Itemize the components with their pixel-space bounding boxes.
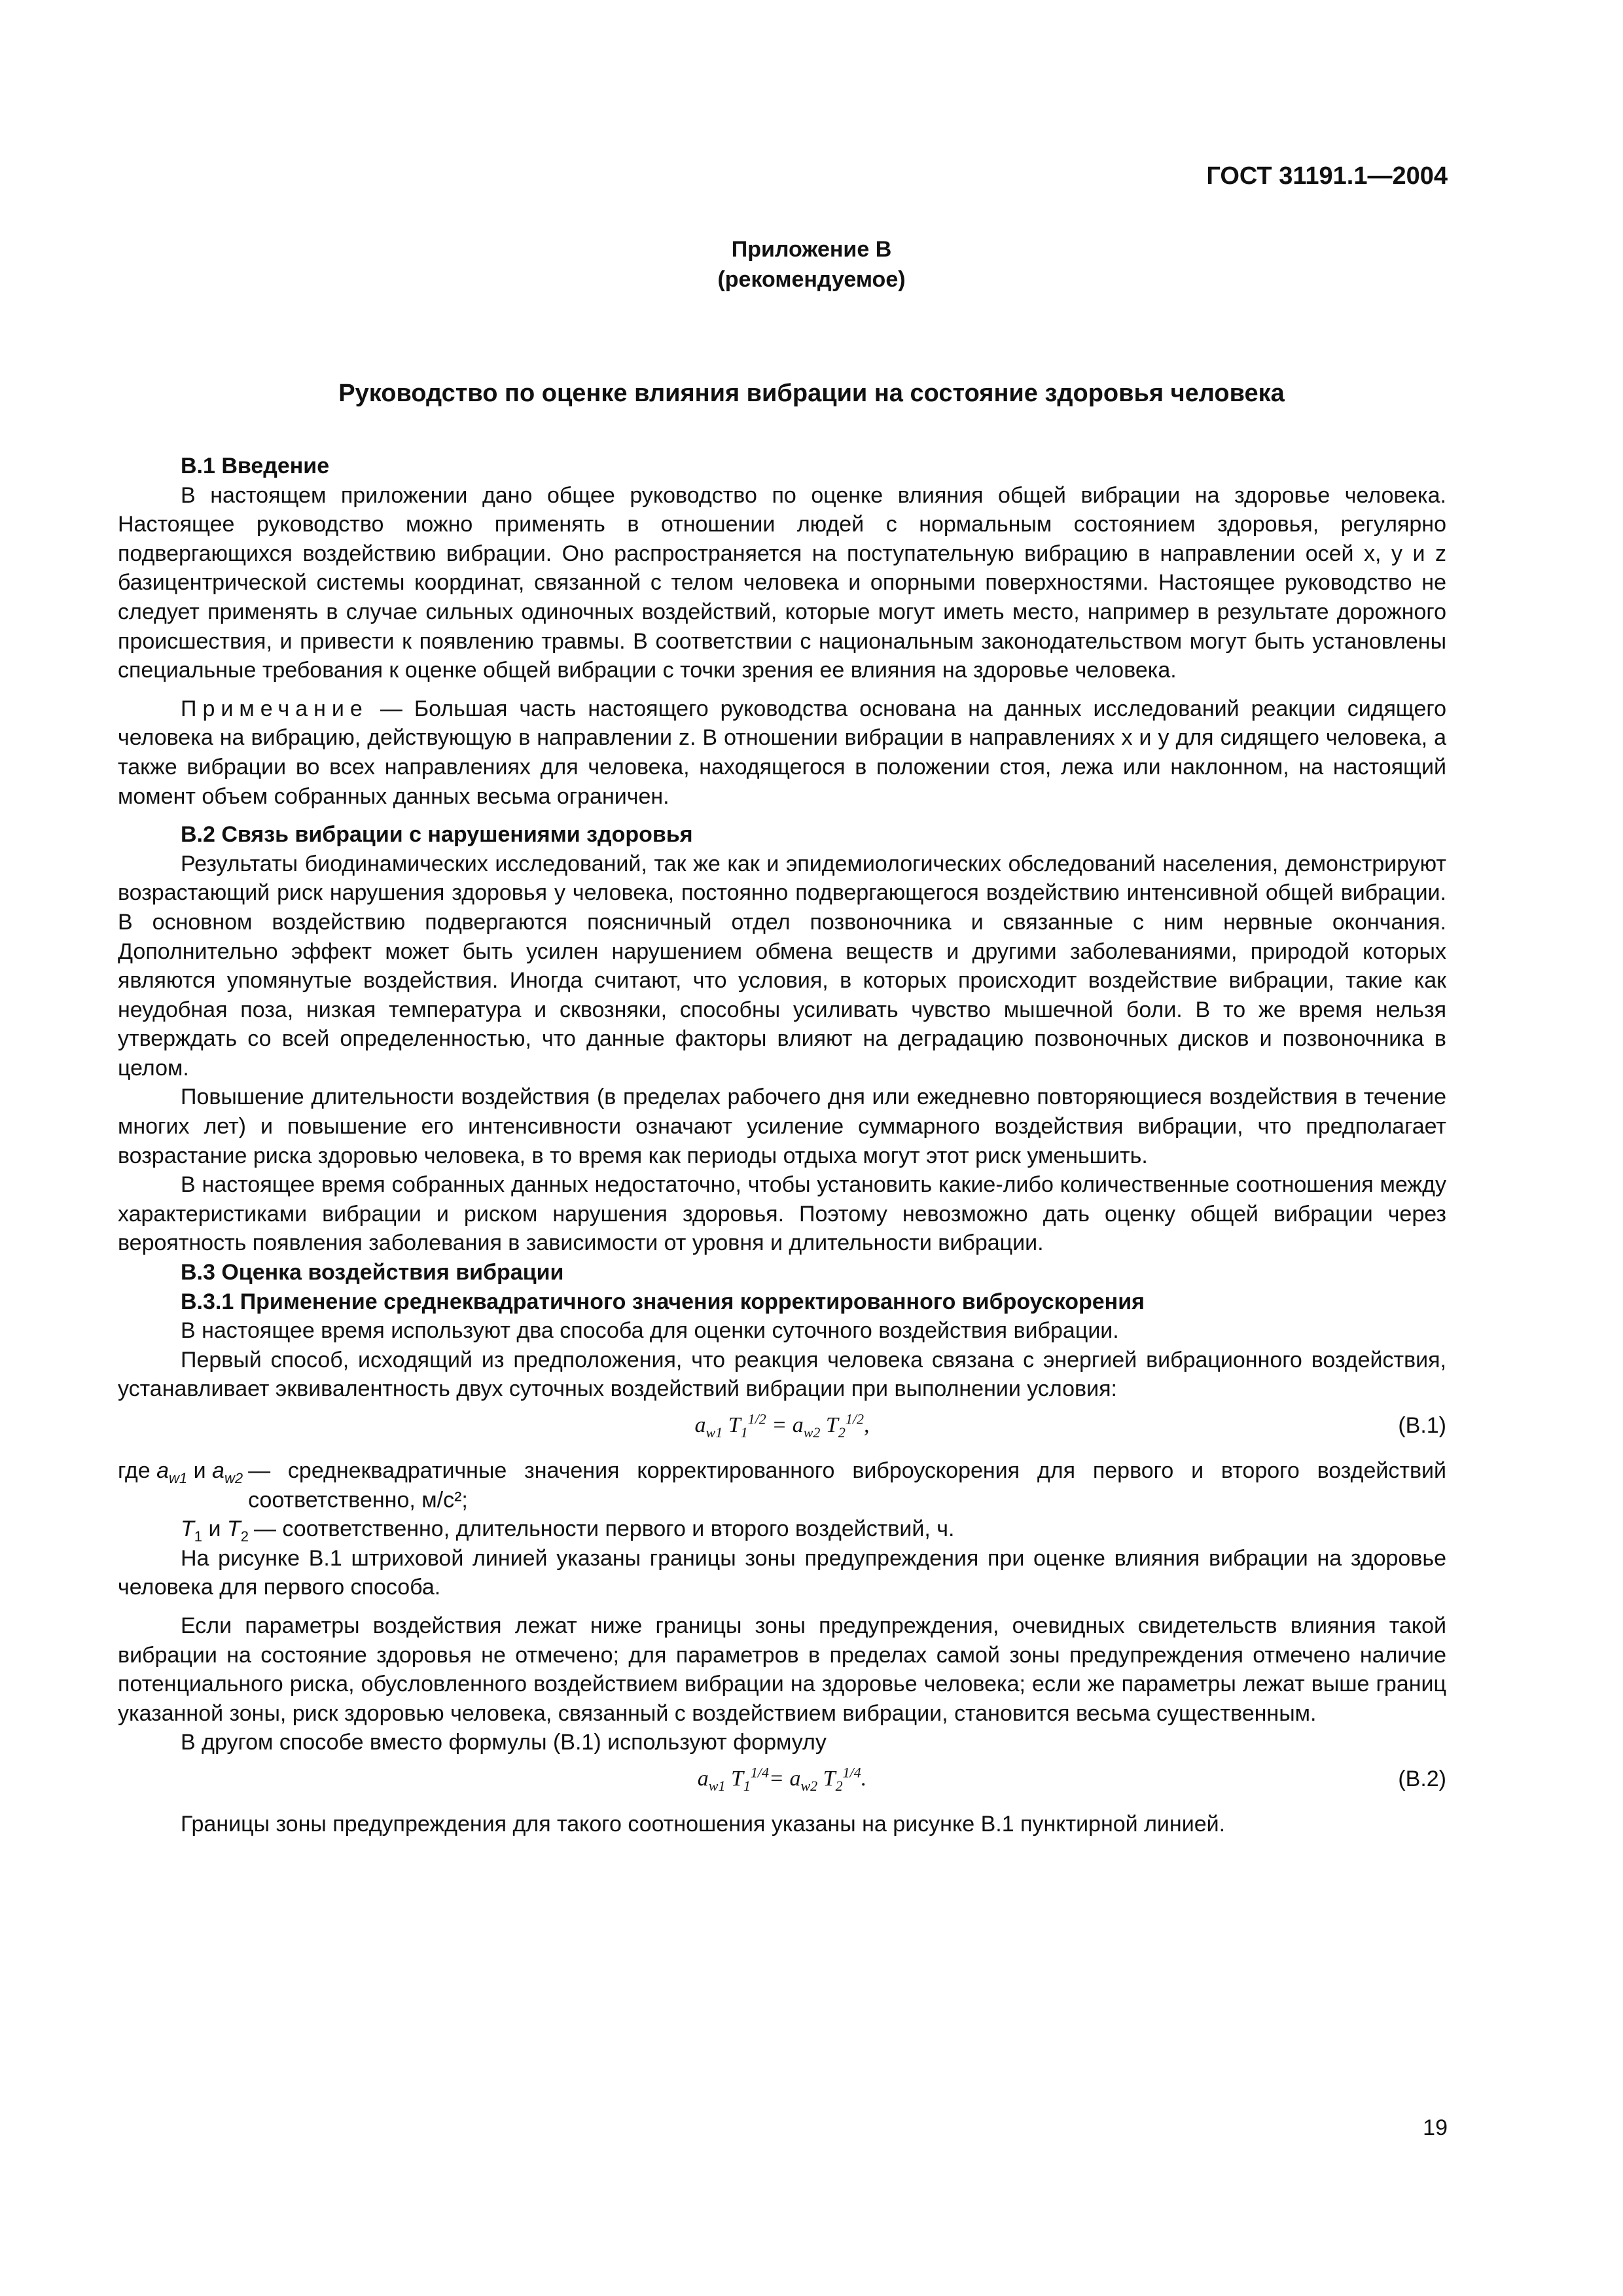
formula-number: (В.1) bbox=[1398, 1413, 1446, 1438]
paragraph: Границы зоны предупреждения для такого соотношения указаны на рисунке В.1 пунктирной линией. bbox=[181, 1811, 1226, 1837]
section-heading-b1: В.1 Введение bbox=[181, 454, 330, 478]
page-number: 19 bbox=[1423, 2115, 1448, 2140]
where-block bbox=[118, 1456, 1446, 1544]
subsection-heading-b31: В.3.1 Применение среднеквадратичного значения корректированного виброускорения bbox=[181, 1289, 1145, 1314]
formula-number: (В.2) bbox=[1398, 1766, 1446, 1791]
where-row bbox=[118, 1456, 1446, 1515]
section-heading-b3: В.3 Оценка воздействия вибрации bbox=[181, 1260, 564, 1285]
note-text: — Большая часть настоящего руководства основана на данных исследований реакции сидящего человека на вибрацию, действующую в направлении z. В отношении вибрации в направлениях x и y для сидящего человека, а также вибрации во всех направлениях для человека, находящегося в положении стоя, лежа или наклонном, на настоящий момент объем собранных данных весьма ограничен. bbox=[118, 696, 1446, 809]
formula-expression: $a_{w1}$ $T_1^{1/2} = a_{w2}$ $T_2^{1/2}$, bbox=[694, 1410, 870, 1441]
appendix-label: Приложение В bbox=[731, 237, 892, 262]
paragraph: Если параметры воздействия лежат ниже границы зоны предупреждения, очевидных свидетельств влияния такой вибрации на состояние здоровья не отмечено; для параметров в пределах самой зоны предупреждения отмечено наличие потенциального риска, обусловленного воздействием вибрации на здоровье человека; если же параметры лежат выше границ указанной зоны, риск здоровью человека, связанный с воздействием вибрации, становится весьма существенным. bbox=[118, 1613, 1446, 1726]
appendix-status: (рекомендуемое) bbox=[717, 267, 906, 292]
appendix-title: Руководство по оценке влияния вибрации на состояние здоровья человека bbox=[338, 380, 1285, 407]
document-body bbox=[118, 452, 1446, 1839]
paragraph: Повышение длительности воздействия (в пределах рабочего дня или ежедневно повторяющиеся воздействия в течение многих лет) и повышение его интенсивности означают усиление суммарного воздействия вибрации, что предполагает возрастание риска здоровью человека, в то время как периоды отдыха могут этот риск уменьшить. bbox=[118, 1085, 1446, 1168]
where-term: $T_1$ и $T_2$ bbox=[181, 1516, 249, 1545]
paragraph: В другом способе вместо формулы (В.1) используют формулу bbox=[181, 1730, 827, 1755]
formula-b2 bbox=[118, 1757, 1446, 1810]
paragraph: В настоящее время используют два способа для оценки суточного воздействия вибрации. bbox=[181, 1318, 1119, 1344]
where-definition: — среднеквадратичные значения корректированного виброускорения для первого и второго воздействий соответственно, м/с²; bbox=[248, 1458, 1446, 1513]
paragraph: На рисунке В.1 штриховой линией указаны границы зоны предупреждения при оценке влияния вибрации на здоровье человека для первого способа. bbox=[118, 1545, 1446, 1600]
paragraph: Результаты биодинамических исследований, так же как и эпидемиологических обследований населения, демонстрируют возрастающий риск нарушения здоровья у человека, постоянно подвергающегося воздействию интенсивной общей вибрации. В основном воздействию подвергаются поясничный отдел позвоночника и связанные с ним нервные окончания. Дополнительно эффект может быть усилен нарушением обмена веществ и другими заболеваниями, природой которых являются упомянутые воздействия. Иногда считают, что условия, в которых происходит воздействие вибрации, такие как неудобная поза, низкая температура и сквозняки, способны усиливать чувство мышечной боли. В то же время нельзя утверждать со всей определенностью, что данные факторы влияют на деградацию позвоночных дисков и позвоночника в целом. bbox=[118, 851, 1446, 1081]
where-term: где $a_{w1}$ и $a_{w2}$ bbox=[118, 1458, 243, 1486]
paragraph: Первый способ, исходящий из предположения, что реакция человека связана с энергией вибрационного воздействия, устанавливает эквивалентность двух суточных воздействий вибрации при выполнении условия: bbox=[118, 1347, 1446, 1402]
paragraph: В настоящее время собранных данных недостаточно, чтобы установить какие-либо количественные соотношения между характеристиками вибрации и риском нарушения здоровья. Поэтому невозможно дать оценку общей вибрации через вероятность появления заболевания в зависимости от уровня и длительности вибрации. bbox=[118, 1172, 1446, 1256]
section-heading-b2: В.2 Связь вибрации с нарушениями здоровья bbox=[181, 822, 693, 848]
note-paragraph bbox=[118, 694, 1446, 811]
note-label: Примечание bbox=[181, 696, 368, 721]
where-definition: — соответственно, длительности первого и второго воздействий, ч. bbox=[253, 1516, 955, 1542]
where-row bbox=[118, 1515, 1446, 1544]
appendix-heading bbox=[0, 234, 1623, 295]
paragraph: В настоящем приложении дано общее руководство по оценке влияния общей вибрации на здоровье человека. Настоящее руководство можно применять в отношении людей с нормальным состоянием здоровья, регулярно подвергающихся воздействию вибрации. Оно распространяется на поступательную вибрацию в направлении осей x, y и z базицентрической системы координат, связанной с телом человека и опорными поверхностями. Настоящее руководство не следует применять в случае сильных одиночных воздействий, которые могут иметь место, например в результате дорожного происшествия, и привести к появлению травмы. В соответствии с национальным законодательством могут быть установлены специальные требования к оценке общей вибрации с точки зрения ее влияния на здоровье человека. bbox=[118, 482, 1446, 683]
formula-expression: $a_{w1}$ $T_1^{1/4}= a_{w2}$ $T_2^{1/4}$. bbox=[697, 1764, 867, 1794]
standard-header: ГОСТ 31191.1—2004 bbox=[1206, 162, 1448, 190]
formula-b1 bbox=[118, 1404, 1446, 1456]
